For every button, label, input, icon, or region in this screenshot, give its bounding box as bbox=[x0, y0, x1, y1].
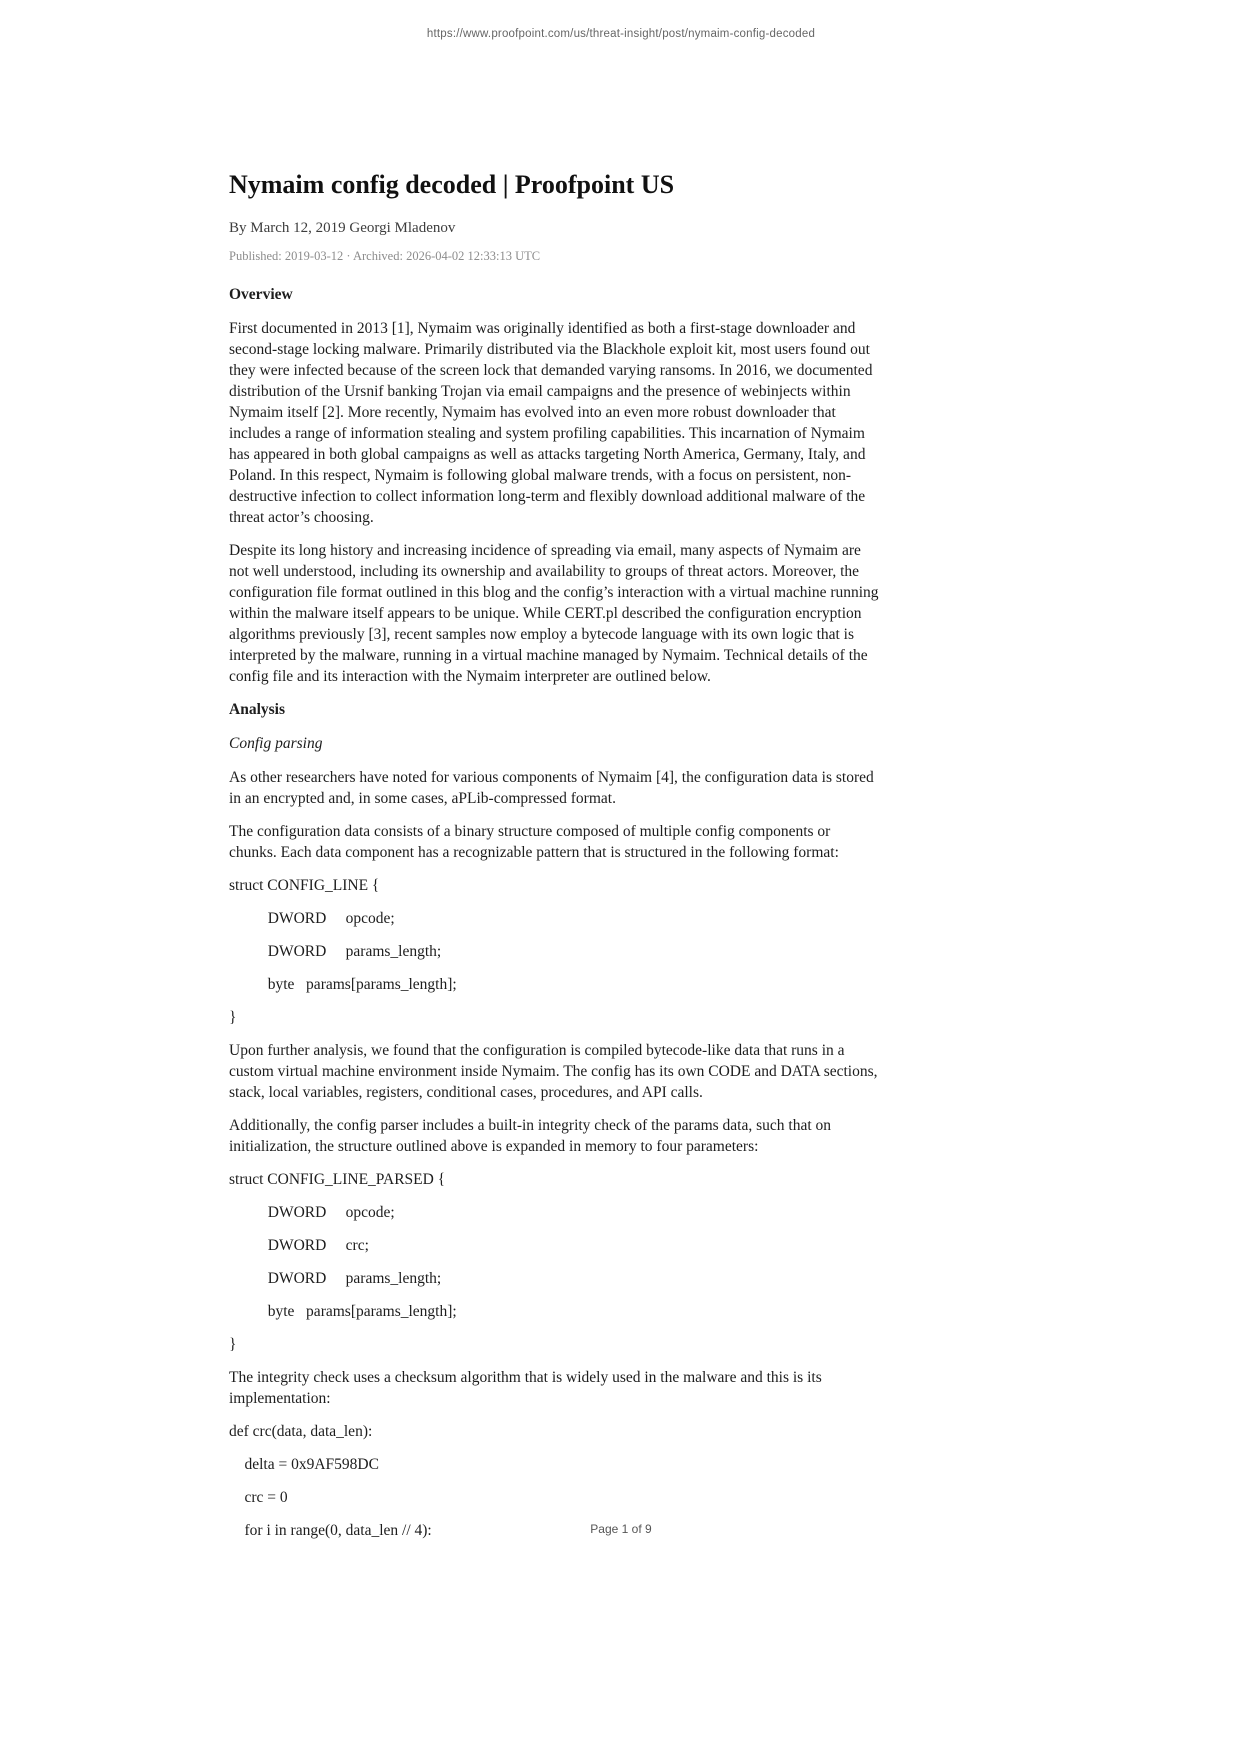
footer-page-number: Page 1 of 9 bbox=[590, 1522, 652, 1536]
code-line: DWORD params_length; bbox=[229, 943, 442, 960]
code-line: } bbox=[229, 1009, 237, 1026]
code-line: DWORD opcode; bbox=[229, 910, 395, 927]
section-heading-overview: Overview bbox=[229, 286, 293, 303]
paragraph: Additionally, the config parser includes a built-in integrity check of the params data, such that on initialization, the structure outlined above is expanded in memory to four parameters: bbox=[229, 1117, 832, 1155]
code-line: DWORD opcode; bbox=[229, 1204, 395, 1221]
subheading-config-parsing: Config parsing bbox=[229, 735, 323, 752]
code-line: delta = 0x9AF598DC bbox=[229, 1456, 379, 1473]
code-line: struct CONFIG_LINE_PARSED { bbox=[229, 1171, 446, 1188]
section-heading-analysis: Analysis bbox=[229, 701, 285, 718]
paragraph: As other researchers have noted for various components of Nymaim [4], the configuration data is stored in an encrypted and, in some cases, aPLib-compressed format. bbox=[229, 769, 874, 807]
code-line: for i in range(0, data_len // 4): bbox=[229, 1522, 432, 1539]
header-url: https://www.proofpoint.com/us/threat-insight/post/nymaim-config-decoded bbox=[426, 28, 816, 40]
code-line: DWORD crc; bbox=[229, 1237, 369, 1254]
code-line: crc = 0 bbox=[229, 1489, 288, 1506]
article bbox=[229, 170, 879, 1553]
code-line: DWORD params_length; bbox=[229, 1270, 442, 1287]
code-line: } bbox=[229, 1336, 237, 1353]
paragraph: The configuration data consists of a binary structure composed of multiple config components or chunks. Each data component has a recognizable pattern that is structured in the following format: bbox=[229, 823, 839, 861]
published-meta: Published: 2019-03-12 · Archived: 2026-04-02 12:33:13 UTC bbox=[229, 249, 541, 263]
code-line: byte params[params_length]; bbox=[229, 976, 457, 993]
paragraph: Upon further analysis, we found that the configuration is compiled bytecode-like data that runs in a custom virtual machine environment inside Nymaim. The config has its own CODE and DATA sections, stack, local variables, registers, conditional cases, procedures, and API calls. bbox=[229, 1042, 878, 1101]
byline: By March 12, 2019 Georgi Mladenov bbox=[229, 220, 456, 236]
page-title: Nymaim config decoded | Proofpoint US bbox=[229, 170, 675, 199]
paragraph: The integrity check uses a checksum algorithm that is widely used in the malware and this is its implementation: bbox=[229, 1369, 822, 1407]
code-line: def crc(data, data_len): bbox=[229, 1423, 373, 1440]
paragraph: First documented in 2013 [1], Nymaim was originally identified as both a first-stage downloader and second-stage locking malware. Primarily distributed via the Blackhole exploit kit, most users found out they were infected because of the screen lock that demanded varying ransoms. In 2016, we documented distribution of the Ursnif banking Trojan via email campaigns and the presence of webinjects within Nymaim itself [2]. More recently, Nymaim has evolved into an even more robust downloader that includes a range of information stealing and system profiling capabilities. This incarnation of Nymaim has appeared in both global campaigns as well as attacks targeting North America, Germany, Italy, and Poland. In this respect, Nymaim is following global malware trends, with a focus on persistent, non-destructive infection to collect information long-term and flexibly download additional malware of the threat actor’s choosing. bbox=[229, 320, 873, 526]
code-line: byte params[params_length]; bbox=[229, 1303, 457, 1320]
code-line: struct CONFIG_LINE { bbox=[229, 877, 380, 894]
paragraph: Despite its long history and increasing incidence of spreading via email, many aspects of Nymaim are not well understood, including its ownership and availability to groups of threat actors. Moreover, the configuration file format outlined in this blog and the config’s interaction with a virtual machine running within the malware itself appears to be unique. While CERT.pl described the configuration encryption algorithms previously [3], recent samples now employ a bytecode language with its own logic that is interpreted by the malware, running in a virtual machine managed by Nymaim. Technical details of the config file and its interaction with the Nymaim interpreter are outlined below. bbox=[229, 542, 879, 685]
